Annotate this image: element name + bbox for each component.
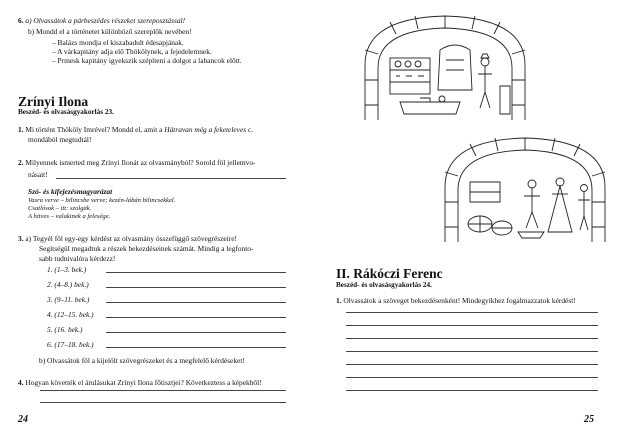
exercise-text: c. [246,125,254,134]
exercise-3-b: b) Olvassátok föl a kijelölt szövegrészeket és a megfelelő kérdéseket! [39,356,245,365]
castle-kitchen-illustration-icon [360,10,530,122]
page-number: 24 [18,414,28,425]
exercise-number: 2. [18,158,24,167]
vocab-title: Szó- és kifejezésmagyarázat [28,187,113,196]
exercise-3-a-line3: sabb tudnivalóra kérdezz! [39,254,116,263]
answer-line[interactable] [106,317,286,318]
answer-line[interactable] [106,302,286,303]
answer-line[interactable] [106,272,286,273]
exercise-text: Hogyan követték el árulásukat Zrínyi Ilona főtisztjei? Következtess a képekből! [25,378,262,387]
exercise-text: Milyennek ismerted meg Zrínyi Ilonát az olvasmányból? Sorold föl jellemvo- [25,158,256,167]
question-item: 6. (17–18. bek.) [47,340,94,349]
lesson-title: Zrínyi Ilona [18,94,89,109]
exercise-2 [18,158,256,167]
question-item: 2. (4–8.) bek.) [47,280,89,289]
answer-line[interactable] [40,402,286,403]
page-number: 25 [584,414,594,425]
exercise-1 [18,125,253,134]
lesson-title: II. Rákóczi Ferenc [336,266,443,281]
vocab-item: A hitves – valakinek a felesége. [28,213,111,220]
vocab-item: Csatlósok – itt: szolgák. [28,205,92,212]
question-item: 5. (16. bek.) [47,325,83,334]
exercise-6-a [18,16,185,25]
exercise-2-line2: násait! [28,170,48,179]
bullet-item: – Prmesk kapitány igyekszik szépíteni a dolgot a labancok előtt. [52,56,242,65]
answer-line[interactable] [106,332,286,333]
lesson-subtitle: Beszéd- és olvasásgyakorlás 23. [18,108,114,116]
exercise-1-line2: mondából megtudtál! [28,135,92,144]
exercise-4 [18,378,262,387]
question-item: 3. (9–11. bek.) [47,295,90,304]
exercise-3-a [18,234,237,243]
lesson-subtitle: Beszéd- és olvasásgyakorlás 24. [336,281,432,289]
exercise-text: Mi történt Thököly Imrével? Mondd el, amit a [25,125,165,134]
exercise-number: 1. [18,125,24,134]
answer-line[interactable] [56,178,286,179]
answer-line[interactable] [346,325,598,326]
exercise-text: a) Tegyél föl egy-egy kérdést az olvasmány összefüggő szövegrészeire! [25,234,237,243]
exercise-text: Olvassátok a szöveget bekezdésenként! Mindegyikhez fogalmazzatok kérdést! [343,296,576,305]
answer-line[interactable] [346,351,598,352]
exercise-1 [336,296,576,305]
exercise-number: 1. [336,296,342,305]
exercise-3-a-line2: Segítségül megadtuk a részek bekezdéseinek számát. Mindig a legfonto- [39,244,254,253]
answer-line[interactable] [346,338,598,339]
exercise-number: 4. [18,378,24,387]
answer-line[interactable] [106,287,286,288]
answer-line[interactable] [346,390,598,391]
vocab-item: Vasra verve – bilincsbe verve; kezén-lábán bilincsekkel. [28,197,176,204]
castle-cellar-illustration-icon [440,132,610,244]
answer-line[interactable] [106,347,286,348]
right-page [310,0,620,440]
exercise-text: a) Olvassátok a párbeszédes részeket szereposztással! [25,16,186,25]
answer-line[interactable] [40,390,286,391]
exercise-number: 3. [18,234,24,243]
bullet-item: – Balázs mondja el kiszabadult édesapjának. [52,38,184,47]
story-title: Hátravan még a feketeleves [164,125,247,134]
question-item: 1. (1–3. bek.) [47,265,87,274]
answer-line[interactable] [346,364,598,365]
exercise-number: 6. [18,16,24,25]
question-item: 4. (12–15. bek.) [47,310,94,319]
answer-line[interactable] [346,312,598,313]
answer-line[interactable] [346,377,598,378]
bullet-item: – A várkapitány adja elő Thökölynek, a fejedelemnek. [52,47,212,56]
exercise-6-b: b) Mondd el a történetet különböző szereplők nevében! [28,27,192,36]
